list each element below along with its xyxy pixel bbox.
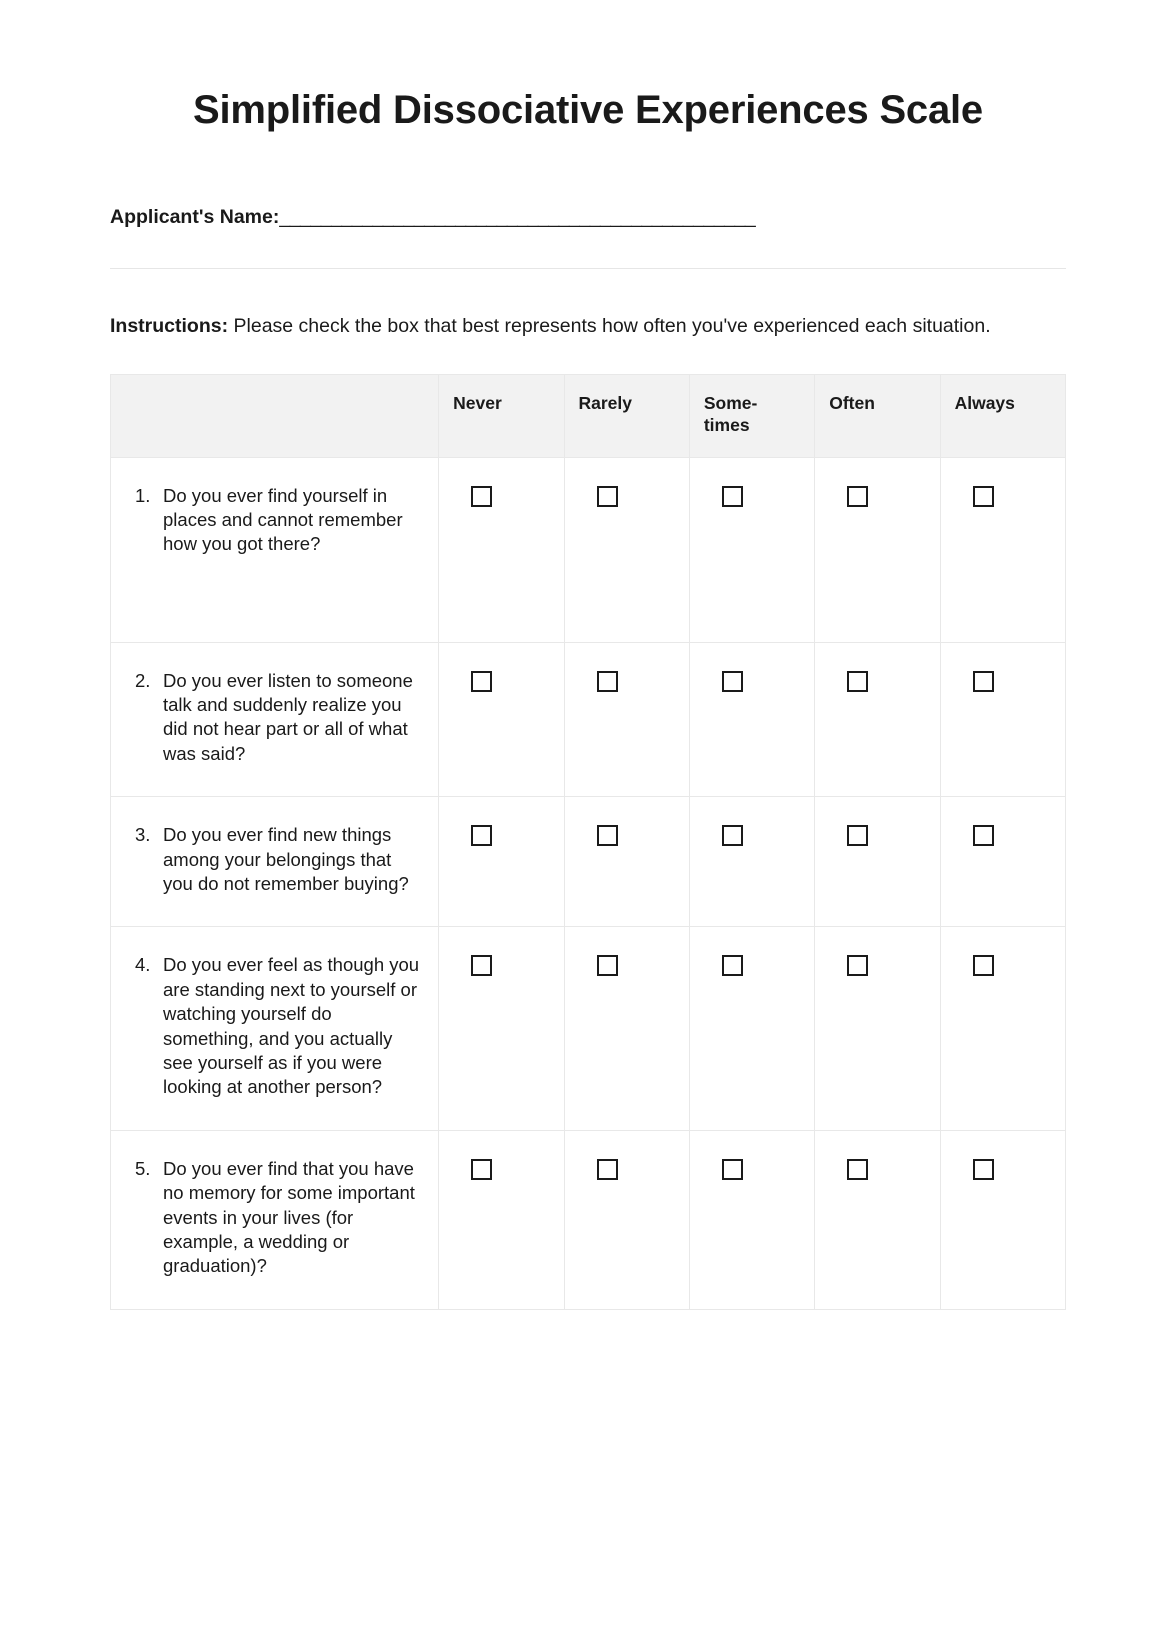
checkbox-always[interactable] [973, 825, 994, 846]
checkbox-never[interactable] [471, 671, 492, 692]
checkbox-cell-sometimes[interactable] [689, 457, 814, 642]
checkbox-cell-always[interactable] [940, 1130, 1065, 1309]
column-header-rarely: Rarely [564, 374, 689, 457]
section-divider [110, 268, 1066, 269]
checkbox-never[interactable] [471, 825, 492, 846]
checkbox-cell-always[interactable] [940, 642, 1065, 797]
instructions-block [110, 313, 1066, 341]
table-row [111, 457, 1066, 642]
question-text: Do you ever find yourself in places and cannot remember how you got there? [163, 484, 403, 555]
checkbox-cell-rarely[interactable] [564, 927, 689, 1130]
checkbox-sometimes[interactable] [722, 1159, 743, 1180]
checkbox-cell-sometimes[interactable] [689, 1130, 814, 1309]
checkbox-never[interactable] [471, 955, 492, 976]
question-cell [111, 1130, 439, 1309]
question-text: Do you ever find that you have no memory for some important events in your lives (for example, a wedding or graduation)? [163, 1157, 415, 1277]
checkbox-cell-often[interactable] [815, 457, 940, 642]
column-header-sometimes: Some-times [689, 374, 814, 457]
checkbox-cell-often[interactable] [815, 927, 940, 1130]
checkbox-always[interactable] [973, 486, 994, 507]
question-text-wrapper [135, 1157, 420, 1279]
table-body [111, 457, 1066, 1309]
question-text-wrapper [135, 953, 420, 1099]
table-header-row [111, 374, 1066, 457]
question-number: 5. [135, 1157, 151, 1179]
checkbox-rarely[interactable] [597, 1159, 618, 1180]
checkbox-cell-rarely[interactable] [564, 1130, 689, 1309]
checkbox-always[interactable] [973, 955, 994, 976]
checkbox-cell-never[interactable] [439, 1130, 564, 1309]
question-text: Do you ever find new things among your belongings that you do not remember buying? [163, 824, 409, 894]
table-row [111, 797, 1066, 927]
column-header-never: Never [439, 374, 564, 457]
checkbox-cell-often[interactable] [815, 797, 940, 927]
checkbox-often[interactable] [847, 671, 868, 692]
checkbox-often[interactable] [847, 1159, 868, 1180]
applicant-name-input-rule[interactable]: ______________________________________________ [279, 205, 756, 228]
checkbox-cell-never[interactable] [439, 642, 564, 797]
question-cell [111, 642, 439, 797]
checkbox-sometimes[interactable] [722, 825, 743, 846]
question-number: 1. [135, 484, 151, 506]
column-header-often: Often [815, 374, 940, 457]
checkbox-never[interactable] [471, 486, 492, 507]
checkbox-rarely[interactable] [597, 955, 618, 976]
checkbox-cell-rarely[interactable] [564, 797, 689, 927]
checkbox-cell-always[interactable] [940, 457, 1065, 642]
checkbox-cell-never[interactable] [439, 457, 564, 642]
question-cell [111, 927, 439, 1130]
question-number: 2. [135, 669, 151, 691]
checkbox-cell-sometimes[interactable] [689, 642, 814, 797]
checkbox-sometimes[interactable] [722, 486, 743, 507]
question-text-wrapper [135, 823, 420, 896]
checkbox-never[interactable] [471, 1159, 492, 1180]
table-row [111, 927, 1066, 1130]
checkbox-always[interactable] [973, 1159, 994, 1180]
applicant-name-label: Applicant's Name: [110, 205, 280, 228]
table-row [111, 642, 1066, 797]
question-number: 3. [135, 824, 151, 846]
question-cell [111, 457, 439, 642]
column-header-always: Always [940, 374, 1065, 457]
checkbox-cell-often[interactable] [815, 642, 940, 797]
question-text-wrapper [135, 484, 420, 557]
page-title: Simplified Dissociative Experiences Scale [193, 88, 983, 132]
checkbox-sometimes[interactable] [722, 955, 743, 976]
checkbox-cell-rarely[interactable] [564, 457, 689, 642]
checkbox-often[interactable] [847, 486, 868, 507]
checkbox-cell-often[interactable] [815, 1130, 940, 1309]
checkbox-rarely[interactable] [597, 486, 618, 507]
checkbox-cell-rarely[interactable] [564, 642, 689, 797]
question-text-wrapper [135, 669, 420, 767]
question-cell [111, 797, 439, 927]
checkbox-cell-always[interactable] [940, 797, 1065, 927]
checkbox-cell-sometimes[interactable] [689, 927, 814, 1130]
question-text: Do you ever listen to someone talk and suddenly realize you did not hear part or all of what was said? [163, 669, 413, 764]
checkbox-rarely[interactable] [597, 671, 618, 692]
instructions-label: Instructions: [110, 315, 229, 338]
checkbox-often[interactable] [847, 825, 868, 846]
checkbox-cell-always[interactable] [940, 927, 1065, 1130]
checkbox-cell-never[interactable] [439, 927, 564, 1130]
checkbox-cell-sometimes[interactable] [689, 797, 814, 927]
question-text: Do you ever feel as though you are standing next to yourself or watching yourself do something, and you actually see yourself as if you were looking at another person? [163, 954, 420, 1098]
instructions-text: Please check the box that best represents how often you've experienced each situation. [228, 315, 991, 338]
dissociative-experiences-table [110, 374, 1066, 1310]
table-row [111, 1130, 1066, 1309]
question-number: 4. [135, 954, 151, 976]
applicant-name-field [110, 203, 1066, 232]
checkbox-cell-never[interactable] [439, 797, 564, 927]
column-header-question [111, 374, 439, 457]
checkbox-often[interactable] [847, 955, 868, 976]
checkbox-sometimes[interactable] [722, 671, 743, 692]
checkbox-always[interactable] [973, 671, 994, 692]
checkbox-rarely[interactable] [597, 825, 618, 846]
